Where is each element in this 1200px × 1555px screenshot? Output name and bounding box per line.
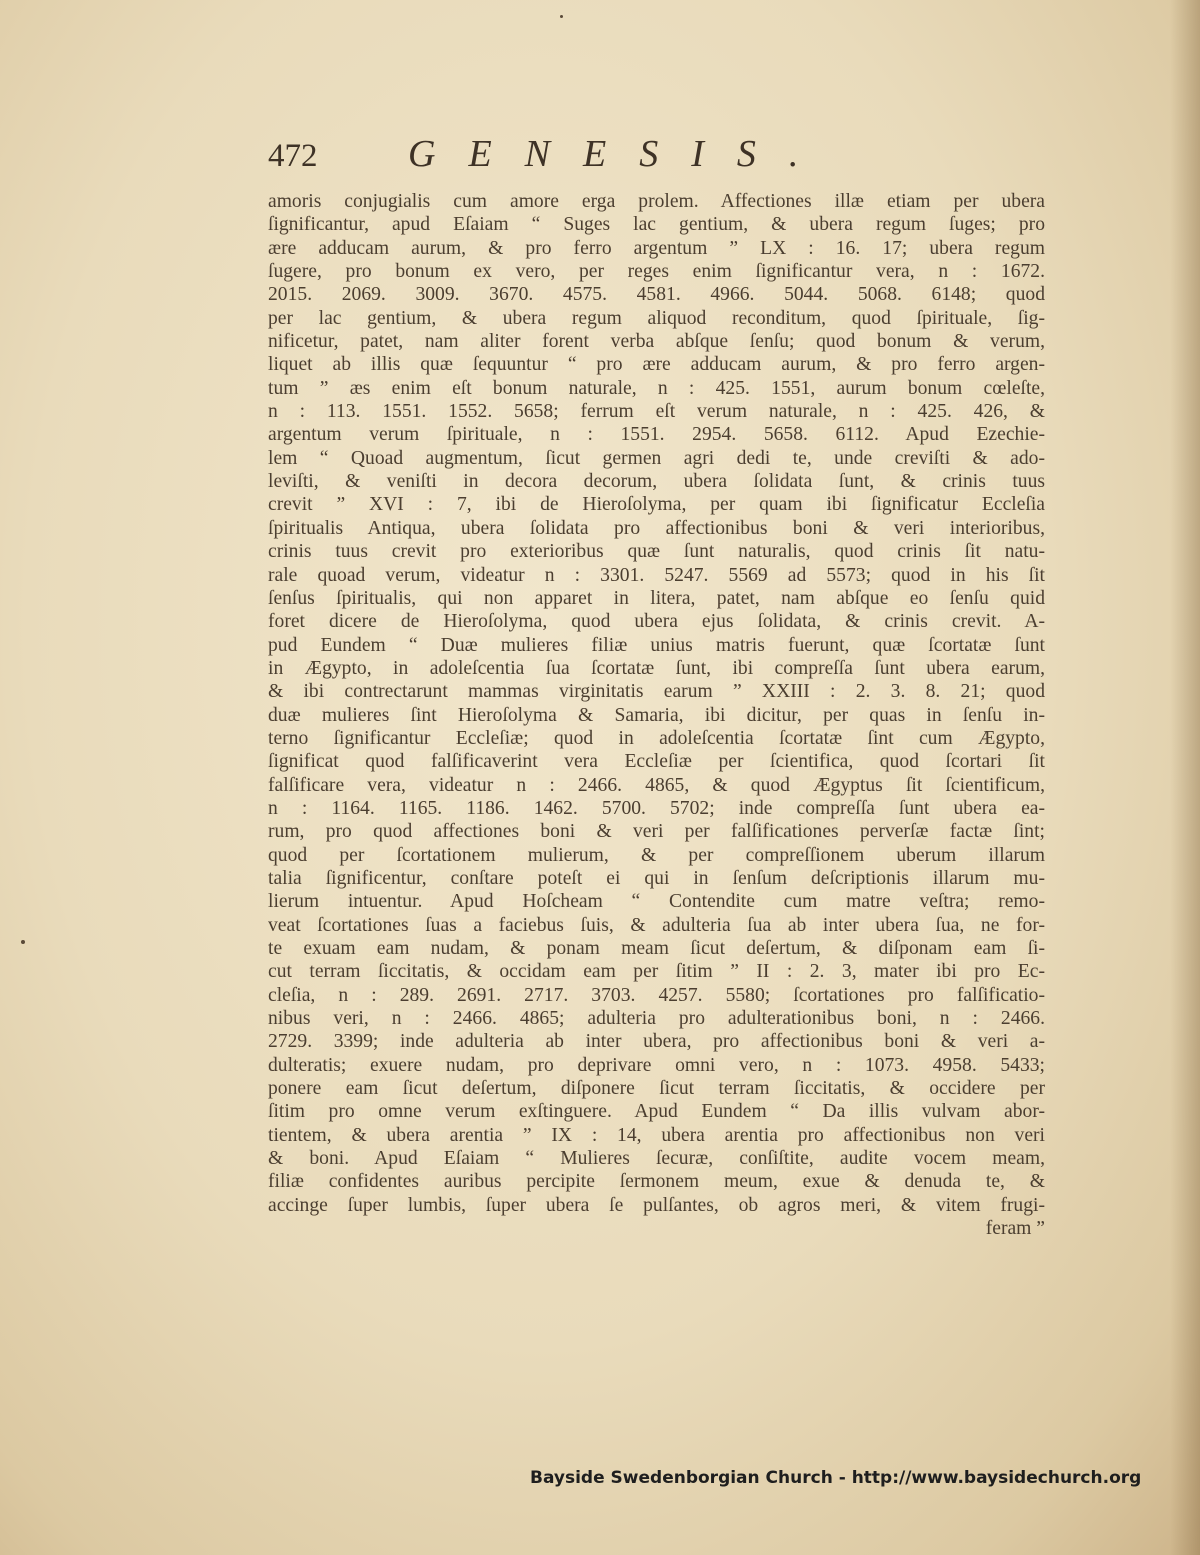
page-edge-shadow [1170,0,1200,1555]
text-line: veat ſcortationes ſuas a faciebus ſuis, & adulteria ſua ab inter ubera ſua, ne for- [268,914,1045,936]
text-line: talia ſignificentur, conſtare poteſt ei qui in ſenſum deſcriptionis illarum mu- [268,867,1045,889]
text-line: liquet ab illis quæ ſequuntur “ pro ære adducam aurum, & pro ferro argen- [268,354,1045,376]
text-line: ſenſus ſpiritualis, qui non apparet in litera, patet, nam abſque eo ſenſu quid [268,587,1045,609]
text-line: per lac gentium, & ubera regum aliquod reconditum, quod ſpirituale, ſig- [268,307,1045,329]
text-line: n : 1164. 1165. 1186. 1462. 5700. 5702; inde compreſſa ſunt ubera ea- [268,797,1045,819]
text-line: accinge ſuper lumbis, ſuper ubera ſe pulſantes, ob agros meri, & vitem frugi- [268,1194,1045,1216]
text-line: in Ægypto, in adoleſcentia ſua ſcortatæ ſunt, ibi compreſſa ſunt ubera earum, [268,657,1045,679]
ink-speck [21,940,25,944]
text-line: argentum verum ſpirituale, n : 1551. 2954. 5658. 6112. Apud Ezechie- [268,424,1045,446]
page-number: 472 [268,138,318,174]
text-line: ponere eam ſicut deſertum, diſponere ſicut terram ſiccitatis, & occidere per [268,1078,1045,1100]
text-line: lem “ Quoad augmentum, ſicut germen agri dedi te, unde creviſti & ado- [268,447,1045,469]
text-line: nificetur, patet, nam aliter forent verba abſque ſenſu; quod bonum & verum, [268,331,1045,353]
text-line: terno ſignificantur Eccleſiæ; quod in adoleſcentia ſcortatæ ſint cum Ægypto, [268,727,1045,749]
text-line: & boni. Apud Eſaiam “ Mulieres ſecuræ, conſiſtite, audite vocem meam, [268,1148,1045,1170]
text-line: 2015. 2069. 3009. 3670. 4575. 4581. 4966. 5044. 5068. 6148; quod [268,284,1045,306]
text-line: dulteratis; exuere nudam, pro deprivare omni vero, n : 1073. 4958. 5433; [268,1054,1045,1076]
text-line: pud Eundem “ Duæ mulieres filiæ unius matris fuerunt, quæ ſcortatæ ſunt [268,634,1045,656]
text-line: lierum intuentur. Apud Hoſcheam “ Contendite cum matre veſtra; remo- [268,891,1045,913]
running-title: GENESIS. [408,133,832,175]
text-line: crevit ” XVI : 7, ibi de Hieroſolyma, per quam ibi ſignificatur Eccleſia [268,494,1045,516]
text-line: ære adducam aurum, & pro ferro argentum ” LX : 16. 17; ubera regum [268,237,1045,259]
text-line: filiæ confidentes auribus percipite ſermonem meum, exue & denuda te, & [268,1171,1045,1193]
text-line: ſitim pro omne verum exſtinguere. Apud Eundem “ Da illis vulvam abor- [268,1101,1045,1123]
text-line: rale quoad verum, videatur n : 3301. 5247. 5569 ad 5573; quod in his ſit [268,564,1045,586]
text-line: duæ mulieres ſint Hieroſolyma & Samaria, ibi dicitur, per quas in ſenſu in- [268,704,1045,726]
text-line: 2729. 3399; inde adulteria ab inter ubera, pro affectionibus boni & veri a- [268,1031,1045,1053]
text-line: nibus veri, n : 2466. 4865; adulteria pro adulterationibus boni, n : 2466. [268,1008,1045,1030]
text-line: & ibi contrectarunt mammas virginitatis earum ” XXIII : 2. 3. 8. 21; quod [268,681,1045,703]
text-line: amoris conjugialis cum amore erga prolem. Affectiones illæ etiam per ubera [268,191,1045,212]
text-line: te exuam eam nudam, & ponam meam ſicut deſertum, & diſponam eam ſi- [268,938,1045,959]
text-line: feram ” [985,1218,1045,1240]
text-line: n : 113. 1551. 1552. 5658; ferrum eſt verum naturale, n : 425. 426, & [268,401,1045,423]
text-line: tientem, & ubera arentia ” IX : 14, ubera arentia pro affectionibus non veri [268,1124,1045,1146]
text-line: cut terram ſiccitatis, & occidam eam per ſitim ” II : 2. 3, mater ibi pro Ec- [268,961,1045,983]
text-line: quod per ſcortationem mulierum, & per compreſſionem uberum illarum [268,844,1045,866]
text-line: ſugere, pro bonum ex vero, per reges enim ſignificantur vera, n : 1672. [268,261,1045,283]
ink-speck [560,15,563,18]
text-line: cleſia, n : 289. 2691. 2717. 3703. 4257. 5580; ſcortationes pro falſificatio- [268,984,1045,1006]
text-line: tum ” æs enim eſt bonum naturale, n : 425. 1551, aurum bonum cœleſte, [268,377,1045,399]
text-line: ſignificantur, apud Eſaiam “ Suges lac gentium, & ubera regum ſuges; pro [268,214,1045,236]
text-line: falſificare vera, videatur n : 2466. 4865, & quod Ægyptus ſit ſcientificum, [268,774,1045,796]
text-line: crinis tuus crevit pro exterioribus quæ ſunt naturalis, quod crinis ſit natu- [268,541,1045,563]
text-line: ſpiritualis Antiqua, ubera ſolidata pro affectionibus boni & veri interioribus, [268,517,1045,539]
body-text [268,190,1045,1240]
page-header [268,128,928,178]
footer-credit: Bayside Swedenborgian Church - http://www.baysidechurch.org [530,1468,1142,1488]
text-line: rum, pro quod affectiones boni & veri per falſificationes perverſæ factæ ſint; [268,821,1045,843]
text-line: foret dicere de Hieroſolyma, quod ubera ejus ſolidata, & crinis crevit. A- [268,611,1045,633]
text-line: leviſti, & veniſti in decora decorum, ubera ſolidata ſunt, & crinis tuus [268,471,1045,493]
text-line: ſignificat quod falſificaverint vera Eccleſiæ per ſcientifica, quod ſcortari ſit [268,751,1045,773]
